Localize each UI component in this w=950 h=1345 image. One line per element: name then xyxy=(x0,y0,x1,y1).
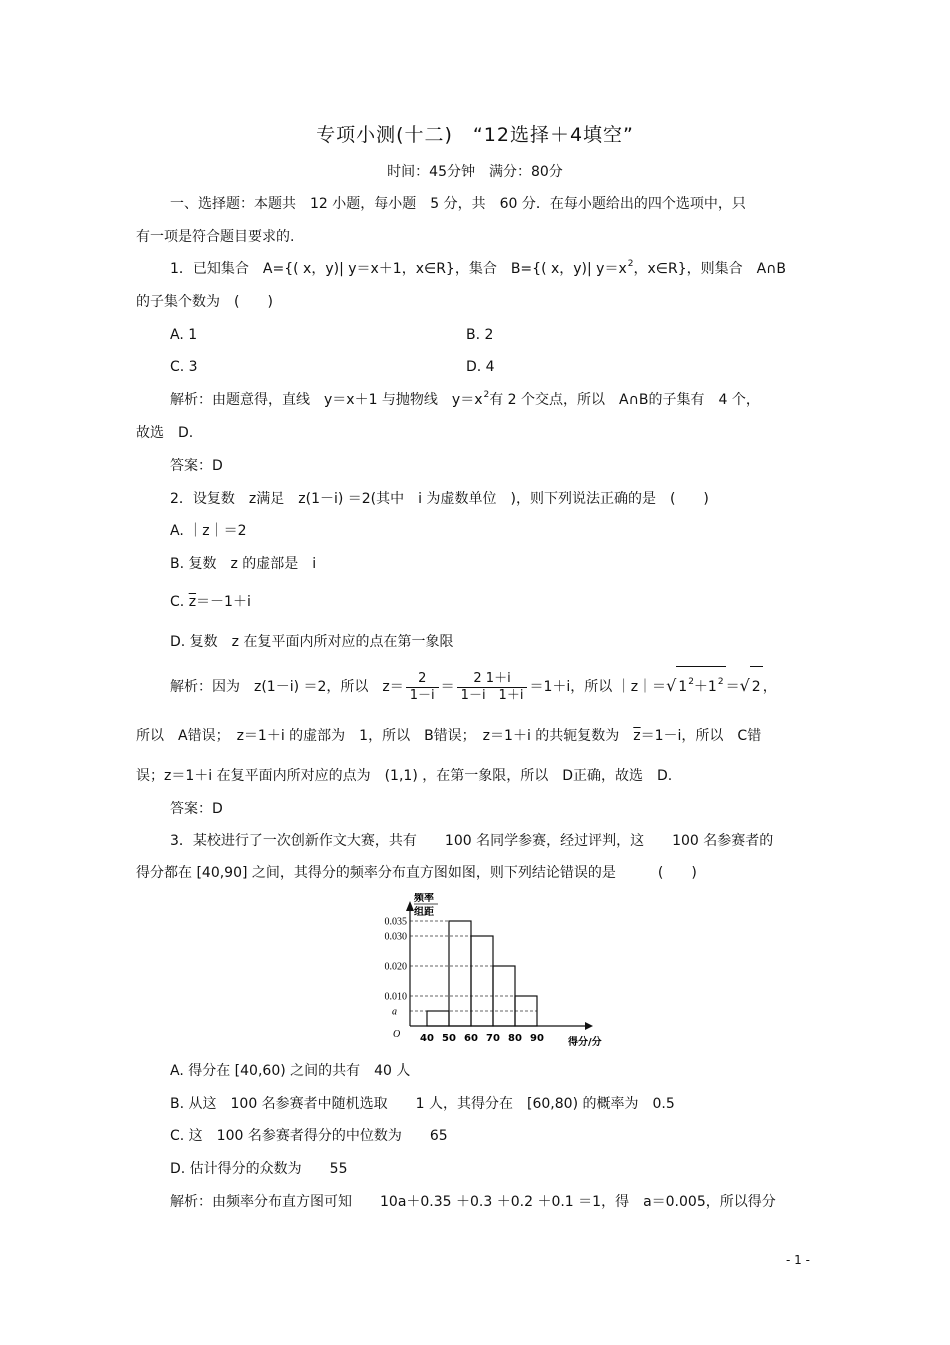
q2-sqrt-1-sup2: 2 xyxy=(717,677,724,687)
histogram-chart xyxy=(365,893,615,1053)
q2-analysis-line3: 误；z＝1＋i 在复平面内所对应的点为 (1,1) ，在第一象限，所以 D正确，故选 D. xyxy=(136,768,673,784)
q3-stem-line1: 3．某校进行了一次创新作文大赛，共有 100 名同学参赛，经过评判，这 100 名参赛者的 xyxy=(170,833,774,849)
page-subtitle: 时间：45分钟 满分：80分 xyxy=(387,164,563,180)
q1-analysis-line2: 故选 D. xyxy=(136,425,194,441)
x-tick-label: 70 xyxy=(486,1033,500,1044)
q1-answer: 答案：D xyxy=(170,458,223,474)
page-number: - 1 - xyxy=(786,1253,810,1267)
q3-analysis: 解析：由频率分布直方图可知 10a＋0.35 ＋0.3 ＋0.2 ＋0.1 ＝1，得 a＝0.005，所以得分 xyxy=(170,1194,776,1210)
intro-line-1: 一、选择题：本题共 12 小题，每小题 5 分，共 60 分．在每小题给出的四个选项中，只 xyxy=(170,196,746,212)
q3-option-b: B. 从这 100 名参赛者中随机选取 1 人，其得分在 [60,80) 的概率为 0.5 xyxy=(170,1096,675,1112)
q2-option-c xyxy=(170,592,251,612)
q1-option-d: D. 4 xyxy=(466,359,495,375)
q2-line2-a: 所以 A错误； z＝1＋i 的虚部为 1，所以 B错误； z＝1＋i 的共轭复数为 xyxy=(136,728,634,744)
q3-option-d: D. 估计得分的众数为 55 xyxy=(170,1161,348,1177)
x-tick-label: 40 xyxy=(420,1033,434,1044)
q2-sqrt-1 xyxy=(676,666,725,709)
q1-stem xyxy=(170,259,786,281)
q2-fraction-2-num: 2 1＋i xyxy=(473,670,511,686)
q2-option-c-prefix: C. xyxy=(170,594,189,610)
y-axis-label-bottom: 组距 xyxy=(414,907,434,918)
q2-sqrt-1-a: 1 xyxy=(678,679,688,695)
y-tick-label: 0.010 xyxy=(384,991,407,1003)
q2-option-c-rest: ＝－1＋i xyxy=(196,594,251,610)
q1-stem-sup: 2 xyxy=(627,259,634,269)
origin-label: O xyxy=(393,1029,401,1040)
q2-option-d: D. 复数 z 在复平面内所对应的点在第一象限 xyxy=(170,634,454,650)
q1-analysis-a: 解析：由题意得，直线 y＝x＋1 与抛物线 y＝x xyxy=(170,392,483,408)
q2-fraction-2 xyxy=(457,671,528,704)
x-tick-label: 80 xyxy=(508,1033,522,1044)
q3-option-a: A. 得分在 [40,60) 之间的共有 40 人 xyxy=(170,1063,411,1079)
q2-answer: 答案：D xyxy=(170,801,223,817)
q2-sqrt-1-plus: ＋1 xyxy=(693,679,717,695)
q3-option-c: C. 这 100 名参赛者得分的中位数为 65 xyxy=(170,1128,448,1144)
q2-option-c-conj-z: $\overline{z}$ xyxy=(188,594,197,610)
intro-line-2: 有一项是符合题目要求的. xyxy=(136,229,295,245)
x-tick-label: 60 xyxy=(464,1033,478,1044)
q2-fraction-1-den: 1－i xyxy=(406,687,439,704)
q1-stem-line2: 的子集个数为 ( ) xyxy=(136,294,273,310)
q2-stem: 2．设复数 z满足 z(1－i) ＝2(其中 i 为虚数单位 )，则下列说法正确的是 ( ) xyxy=(170,491,709,507)
q2-fraction-1-num: 2 xyxy=(418,670,427,686)
q2-analysis xyxy=(170,666,777,709)
histogram-svg xyxy=(365,893,615,1053)
q1-analysis-b: 有 2 个交点，所以 A∩B的子集有 4 个， xyxy=(489,392,760,408)
x-tick-label: 50 xyxy=(442,1033,456,1044)
x-axis-label: 得分/分 xyxy=(568,1037,602,1048)
histogram-bar xyxy=(471,936,493,1026)
q2-option-b: B. 复数 z 的虚部是 i xyxy=(170,556,317,572)
histogram-bar xyxy=(449,921,471,1026)
y-axis-arrow-icon xyxy=(406,901,414,911)
q2-sqrt-1-sup1: 2 xyxy=(688,677,694,687)
q1-option-c: C. 3 xyxy=(170,359,198,375)
q1-stem-a: 1．已知集合 A={( x，y)| y＝x＋1，x∈R}，集合 B={( x，y)| y＝x xyxy=(170,261,627,277)
q2-analysis-eq2: ＝ xyxy=(725,679,740,695)
q2-line2-conj-z: $\overline{z}$ xyxy=(633,728,641,744)
y-tick-label: 0.035 xyxy=(384,916,407,928)
q3-stem-line2: 得分都在 [40,90] 之间，其得分的频率分布直方图如图，则下列结论错误的是 ( ) xyxy=(136,865,697,881)
page-title: 专项小测(十二) “12选择＋4填空” xyxy=(316,124,634,146)
y-axis-label-top: 频率 xyxy=(414,893,434,904)
q2-fraction-2-den: 1－i 1＋i xyxy=(457,687,528,704)
q1-option-b: B. 2 xyxy=(466,327,494,343)
q1-analysis-sup: 2 xyxy=(483,390,490,400)
q1-option-a: A. 1 xyxy=(170,327,198,343)
x-tick-label: 90 xyxy=(530,1033,544,1044)
q2-fraction-1 xyxy=(406,671,439,704)
q2-line2-b: ＝1－i，所以 C错 xyxy=(640,728,762,744)
sqrt-sign-icon: √ xyxy=(739,676,750,695)
y-tick-label: a xyxy=(392,1006,397,1018)
sqrt-sign-icon: √ xyxy=(666,676,677,695)
y-tick-label: 0.020 xyxy=(384,961,407,973)
histogram-bar xyxy=(427,1011,449,1026)
q2-analysis-eq: ＝ xyxy=(440,679,455,695)
q1-analysis xyxy=(170,390,760,412)
x-axis-arrow-icon xyxy=(585,1022,593,1030)
q1-stem-b: ，x∈R}，则集合 A∩B xyxy=(633,261,787,277)
q2-analysis-p2: ＝1＋i，所以 ｜z｜＝ xyxy=(529,679,667,695)
y-tick-label: 0.030 xyxy=(384,931,407,943)
q2-analysis-line2 xyxy=(136,726,761,746)
q2-sqrt-2: 2 xyxy=(750,666,763,707)
q2-option-a: A. ｜z｜＝2 xyxy=(170,523,247,539)
q2-analysis-p1: 解析：因为 z(1－i) ＝2，所以 z＝ xyxy=(170,679,404,695)
q2-analysis-comma: ， xyxy=(762,679,777,695)
